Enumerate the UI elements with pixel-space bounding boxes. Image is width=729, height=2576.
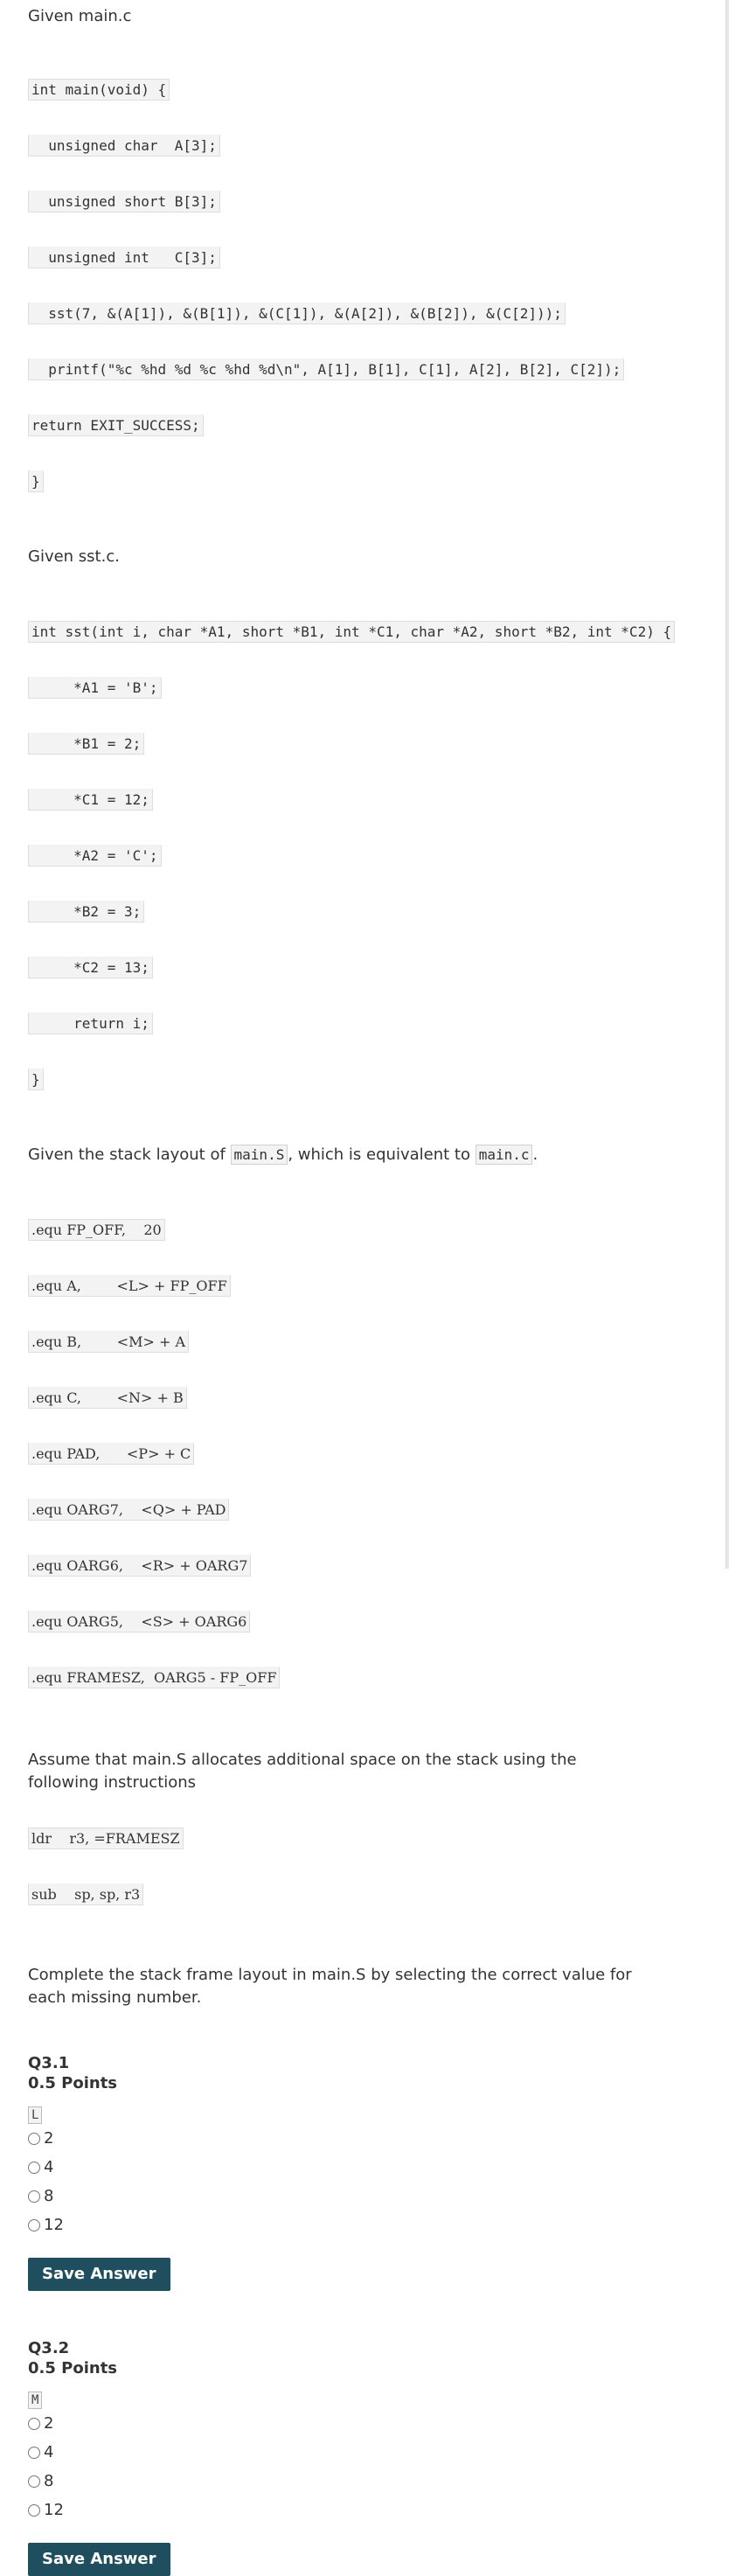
equ-code-block (28, 1186, 729, 1723)
option-8[interactable] (28, 2182, 729, 2210)
equ-line: .equ FP_OFF, 20 (28, 1219, 165, 1241)
option-8[interactable] (28, 2467, 729, 2496)
option-label: 4 (44, 2158, 54, 2176)
inline-code-main-s: main.S (231, 1145, 288, 1165)
code-line: int sst(int i, char *A1, short *B1, int *C1, char *A2, short *B2, int *C2) { (28, 621, 675, 643)
option-label: 12 (44, 2216, 64, 2234)
equ-line: .equ OARG6, <R> + OARG7 (28, 1555, 251, 1577)
option-label: 4 (44, 2443, 54, 2461)
option-4[interactable] (28, 2153, 729, 2182)
radio-button[interactable] (28, 2190, 40, 2203)
sst-c-code-block (28, 588, 729, 1124)
question-title: Q3.1 (28, 2054, 70, 2072)
question-title: Q3.2 (28, 2339, 70, 2357)
option-12[interactable] (28, 2496, 729, 2524)
option-label: 2 (44, 2414, 54, 2433)
assume-text: Assume that main.S allocates additional space on the stack using the following instructions (28, 1751, 577, 1792)
code-line: unsigned char A[3]; (28, 135, 220, 157)
equ-line: .equ B, <M> + A (28, 1331, 189, 1353)
radio-button[interactable] (28, 2504, 40, 2517)
option-12[interactable] (28, 2210, 729, 2239)
save-answer-button[interactable]: Save Answer (28, 2258, 170, 2291)
question-q3-1 (28, 2053, 729, 2291)
radio-button[interactable] (28, 2219, 40, 2231)
code-line: sst(7, &(A[1]), &(B[1]), &(C[1]), &(A[2]), &(B[2]), &(C[2])); (28, 303, 566, 324)
code-line: unsigned int C[3]; (28, 247, 220, 268)
code-line: return i; (28, 1013, 153, 1034)
option-2[interactable] (28, 2409, 729, 2438)
question-q3-2 (28, 2338, 729, 2576)
option-4[interactable] (28, 2438, 729, 2467)
equ-line: .equ OARG7, <Q> + PAD (28, 1499, 229, 1521)
code-line: printf("%c %hd %d %c %hd %d\n", A[1], B[1], C[1], A[2], B[2], C[2]); (28, 359, 624, 380)
save-answer-button[interactable]: Save Answer (28, 2543, 170, 2576)
radio-button[interactable] (28, 2475, 40, 2488)
question-points: 0.5 Points (28, 2074, 118, 2092)
code-line: unsigned short B[3]; (28, 191, 220, 212)
code-line: *C1 = 12; (28, 789, 153, 811)
code-line: } (28, 1069, 44, 1090)
code-line: } (28, 470, 44, 492)
asm-line: ldr r3, =FRAMESZ (28, 1828, 184, 1849)
main-c-code-block (28, 45, 729, 526)
option-label: 8 (44, 2187, 54, 2205)
question-label: M (28, 2392, 42, 2409)
code-line: return EXIT_SUCCESS; (28, 414, 204, 436)
scrollbar-edge (726, 0, 729, 1569)
stack-layout-intro: Given the stack layout of main.S , which is equivalent to main.c . (28, 1145, 538, 1164)
instructions-text: Complete the stack frame layout in main.S by selecting the correct value for each missing number. (28, 1966, 632, 2007)
option-label: 8 (44, 2472, 54, 2490)
code-line: *C2 = 13; (28, 957, 153, 978)
option-2[interactable] (28, 2124, 729, 2153)
main-c-heading: Given main.c (28, 7, 132, 25)
code-line: *A1 = 'B'; (28, 677, 162, 699)
radio-button[interactable] (28, 2162, 40, 2174)
asm-code-block (28, 1794, 729, 1939)
equ-line: .equ C, <N> + B (28, 1387, 187, 1409)
equ-line: .equ FRAMESZ, OARG5 - FP_OFF (28, 1667, 280, 1688)
sst-c-heading: Given sst.c. (28, 547, 120, 566)
question-points: 0.5 Points (28, 2359, 118, 2378)
radio-button[interactable] (28, 2447, 40, 2459)
inline-code-main-c: main.c (476, 1145, 533, 1165)
option-label: 2 (44, 2129, 54, 2148)
code-line: *A2 = 'C'; (28, 845, 162, 867)
option-label: 12 (44, 2501, 64, 2519)
asm-line: sub sp, sp, r3 (28, 1883, 143, 1905)
code-line: *B2 = 3; (28, 901, 144, 922)
radio-button[interactable] (28, 2418, 40, 2430)
code-line: *B1 = 2; (28, 733, 144, 755)
code-line: int main(void) { (28, 79, 170, 101)
question-label: L (28, 2106, 42, 2124)
equ-line: .equ A, <L> + FP_OFF (28, 1275, 231, 1297)
equ-line: .equ PAD, <P> + C (28, 1443, 194, 1465)
radio-button[interactable] (28, 2133, 40, 2145)
equ-line: .equ OARG5, <S> + OARG6 (28, 1611, 250, 1633)
